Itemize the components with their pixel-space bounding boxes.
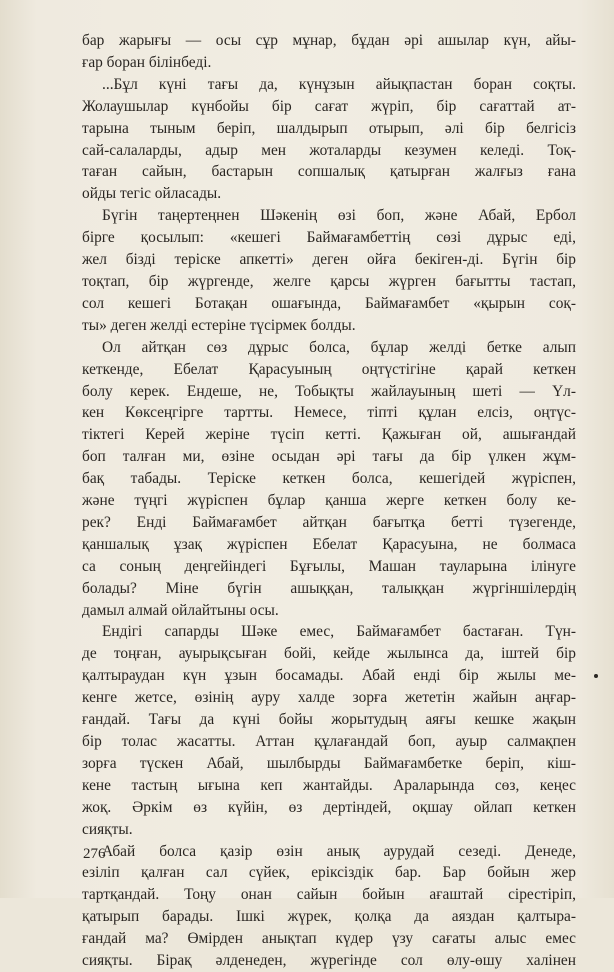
text-line: ты» деген желді естеріне түсірмек болды.	[82, 316, 356, 334]
text-line: Бүгін таңертеңнен Шәкенің өзі боп, және Абай, Ербол	[102, 207, 576, 225]
margin-mark	[594, 674, 598, 678]
text-line: сол кешегі Ботақан ошағында, Баймағамбет «қырын соқ-	[82, 294, 576, 312]
text-line: Ендігі сапарды Шәке емес, Баймағамбет бастаған. Түн-	[102, 623, 576, 641]
text-line: бір толас жасатты. Аттан құлағандай боп, ауыр салмақпен	[82, 733, 576, 750]
text-line: сияқты.	[82, 820, 133, 838]
text-line: кенге жетсе, өзінің ауру халде зорға жететін жайын аңғар-	[82, 689, 576, 707]
text-line: қатырып барады. Ішкі жүрек, қолқа да аяздан қалтыра-	[82, 908, 576, 926]
text-line: дамыл алмай ойлайтыны осы.	[82, 601, 279, 619]
text-line: са соның деңгейіндегі Бұғылы, Машан тауларына ілінуге	[82, 557, 576, 575]
text-line: қаншалық ұзақ жүріспен Ебелат Қарасуына, не болмаса	[82, 535, 576, 553]
text-line: және түңгі жүріспен бұлар қанша жерге кеткен болу ке-	[82, 492, 576, 510]
text-line: кене тастың ығына кеп жантайды. Араларында сөз, кеңес	[82, 776, 576, 794]
text-line: жоқ. Әркім өз күйін, өз дертіндей, оқшау ойлап кеткен	[82, 798, 576, 816]
text-line: жел бізді теріске апкетті» деген ойға бекіген-ді. Бүгін бір	[82, 251, 576, 269]
text-line: ғандай. Тағы да күні бойы жорытудың аяғы кешке жақын	[82, 711, 576, 729]
text-line: ғар боран білінбеді.	[82, 53, 212, 71]
text-line: таған сайын, бастарын сопшалық қатырған жалғыз ғана	[82, 163, 576, 181]
text-line: кен Көксеңгірге тартты. Немесе, тіпті құлан елсіз, оңтүс-	[82, 404, 576, 422]
text-line: ғандай ма? Өмірден анықтап күдер үзу сағаты алыс емес	[82, 930, 576, 948]
text-line: ...Бұл күні тағы да, күнұзын айықпастан боран соқты.	[102, 75, 576, 93]
text-line: болады? Міне бүгін ашыққан, талыққан жүргіншілердің	[82, 579, 576, 597]
text-line: кеткенде, Ебелат Қарасуының оңтүстігіне қарай кеткен	[82, 360, 576, 378]
page-body-text	[82, 30, 576, 972]
text-line: бар жарығы — осы сұр мұнар, бұдан әрі ашылар күн, айы-	[82, 32, 576, 49]
text-line: болу керек. Ендеше, не, Тобықты жайлауының шеті — Үл-	[82, 382, 576, 400]
text-line: Ол айтқан сөз дұрыс болса, бұлар желді бетке алып	[102, 338, 576, 356]
text-line: тарына тыным беріп, шалдырып отырып, әлі бір белгісіз	[82, 119, 576, 137]
text-line: боп талған ми, өзіне осыдан әрі тағы да бір үлкен жұм-	[82, 448, 576, 466]
text-line: қалтыраудан күн ұзын босамады. Абай енді бір жылы ме-	[82, 667, 576, 685]
text-line: езіліп қалған сал сүйек, еріксіздік бар. Бар бойын жер	[82, 864, 576, 882]
text-line: бақ табады. Теріске кеткен болса, кешегідей жүріспен,	[82, 470, 576, 488]
text-line: Абай болса қазір өзін анық аурудай сезеді. Денеде,	[102, 842, 576, 860]
text-line: тоқтап, бір жүргенде, желге қарсы жүрген бағытты тастап,	[82, 272, 576, 290]
text-line: тартқандай. Тоңу онан сайын бойын ағаштай сірестіріп,	[82, 886, 576, 904]
page-number: 276	[83, 846, 106, 862]
text-line: зорға түскен Абай, шылбырды Баймағамбетке беріп, кіш-	[82, 754, 576, 772]
text-line: бірге қосылып: «кешегі Баймағамбеттің сөзі дұрыс еді,	[82, 229, 576, 247]
text-line: ойды тегіс ойласады.	[82, 185, 222, 203]
text-line: рек? Енді Баймағамбет айтқан бағытқа бетті түзегенде,	[82, 513, 576, 531]
text-line: сай-салаларды, адыр мен жоталарды кезумен келеді. Тоқ-	[82, 141, 576, 159]
text-line: де тоңған, ауырықсыған бойі, кейде жылынса да, іштей бір	[82, 645, 576, 663]
text-line: тіктегі Керей жеріне түсіп кетті. Қажыған ой, ашығандай	[82, 426, 576, 444]
text-line: Жолаушылар күнбойы бір сағат жүріп, бір сағаттай ат-	[82, 97, 576, 115]
text-line: сияқты. Бірақ әлденеден, жүрегінде сол өлу-өшу халінен	[82, 952, 576, 970]
